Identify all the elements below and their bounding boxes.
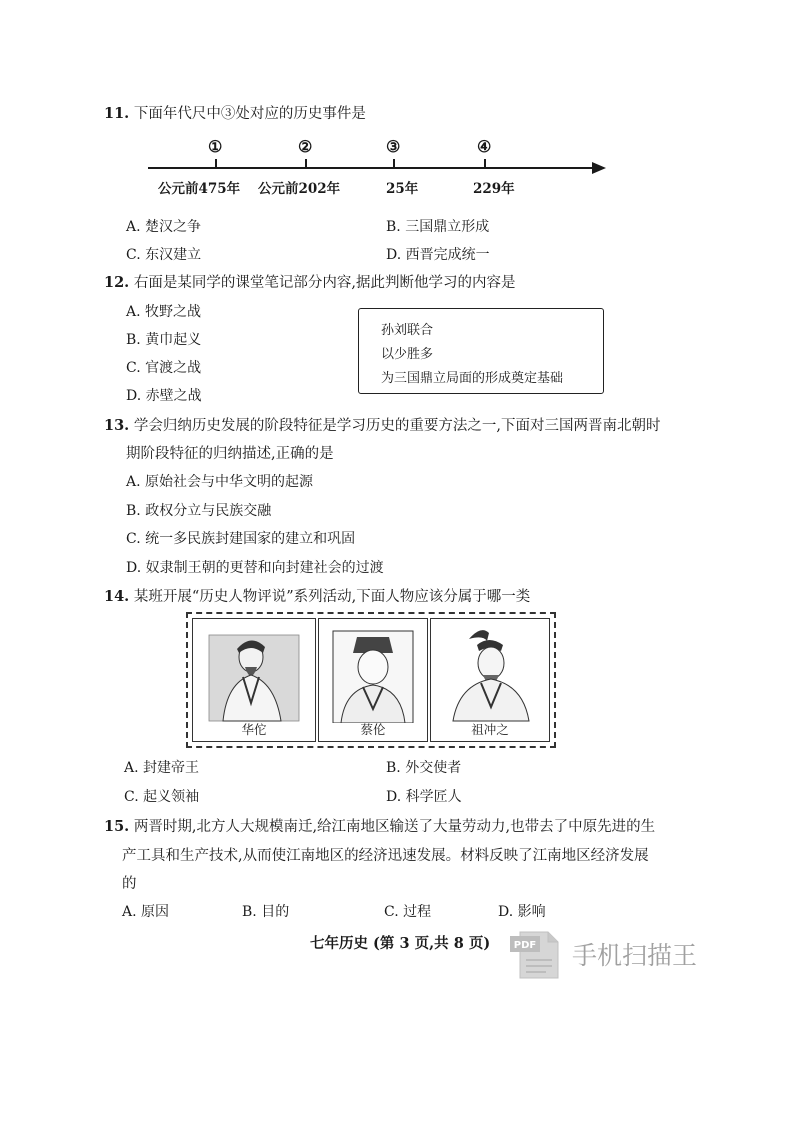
q13-option-d[interactable]: D. 奴隶制王朝的更替和向封建社会的过渡: [126, 560, 384, 576]
question-11-stem: [104, 104, 366, 124]
timeline-label-4: 229年: [473, 181, 515, 197]
portrait-panel-hua-tuo: [192, 618, 316, 742]
portrait-label-zu-chongzhi: 祖冲之: [471, 722, 509, 737]
portrait-frame: [186, 612, 556, 748]
question-15-stem-line-2: 产工具和生产技术,从而使江南地区的经济迅速发展。材料反映了江南地区经济发展: [122, 848, 649, 864]
question-text: 某班开展“历史人物评说”系列活动,下面人物应该分属于哪一类: [133, 589, 531, 605]
q15-option-c[interactable]: C. 过程: [384, 904, 432, 920]
question-number: 14.: [104, 588, 130, 605]
question-text-line-1: 两晋时期,北方人大规模南迁,给江南地区输送了大量劳动力,也带去了中原先进的生: [133, 819, 656, 835]
q11-option-c[interactable]: C. 东汉建立: [126, 247, 202, 263]
q12-option-c[interactable]: C. 官渡之战: [126, 360, 202, 376]
q12-option-b[interactable]: B. 黄巾起义: [126, 332, 202, 348]
q12-option-a[interactable]: A. 牧野之战: [126, 304, 202, 320]
watermark-text: 手机扫描王: [572, 941, 698, 970]
portrait-label-hua-tuo: 华佗: [241, 722, 267, 737]
q15-option-d[interactable]: D. 影响: [498, 904, 546, 920]
q11-option-b[interactable]: B. 三国鼎立形成: [386, 219, 490, 235]
pdf-file-icon: [510, 926, 566, 982]
q14-option-c[interactable]: C. 起义领袖: [124, 789, 200, 805]
timeline-label-3: 25年: [386, 181, 419, 197]
question-number: 12.: [104, 274, 130, 291]
q12-option-d[interactable]: D. 赤壁之战: [126, 388, 202, 404]
timeline-label-1: 公元前475年: [158, 181, 241, 197]
q15-option-a[interactable]: A. 原因: [122, 904, 170, 920]
q13-option-b[interactable]: B. 政权分立与民族交融: [126, 503, 272, 519]
page-footer: 七年历史 (第 3 页,共 8 页): [310, 935, 491, 952]
question-text-line-1: 学会归纳历史发展的阶段特征是学习历史的重要方法之一,下面对三国两晋南北朝时: [133, 418, 661, 434]
q15-option-b[interactable]: B. 目的: [242, 904, 290, 920]
question-13-stem-line-2: 期阶段特征的归纳描述,正确的是: [126, 446, 334, 462]
note-line-3: 为三国鼎立局面的形成奠定基础: [381, 371, 564, 386]
question-text: 下面年代尺中③处对应的历史事件是: [133, 106, 366, 122]
portrait-cai-lun-image: [319, 623, 427, 723]
question-text: 右面是某同学的课堂笔记部分内容,据此判断他学习的内容是: [133, 275, 516, 291]
timeline-mark-1: ①: [208, 137, 223, 156]
q14-option-b[interactable]: B. 外交使者: [386, 760, 462, 776]
scanner-watermark: [510, 926, 720, 982]
q14-option-a[interactable]: A. 封建帝王: [124, 760, 200, 776]
portrait-panel-cai-lun: [318, 618, 428, 742]
question-13-stem: [104, 416, 660, 436]
question-15-stem: [104, 817, 655, 837]
timeline-label-2: 公元前202年: [258, 181, 341, 197]
portrait-zu-chongzhi-image: [431, 623, 549, 723]
q13-option-c[interactable]: C. 统一多民族封建国家的建立和巩固: [126, 531, 356, 547]
class-note-box: [358, 308, 604, 394]
q11-option-d[interactable]: D. 西晋完成统一: [386, 247, 490, 263]
question-number: 11.: [104, 105, 130, 122]
question-12-stem: [104, 273, 515, 293]
q13-option-a[interactable]: A. 原始社会与中华文明的起源: [126, 474, 314, 490]
note-line-2: 以少胜多: [381, 347, 434, 362]
timeline-mark-4: ④: [477, 137, 492, 156]
question-15-stem-line-3: 的: [122, 876, 137, 892]
question-14-stem: [104, 587, 530, 607]
q11-option-a[interactable]: A. 楚汉之争: [126, 219, 202, 235]
question-number: 15.: [104, 818, 130, 835]
portrait-label-cai-lun: 蔡伦: [360, 722, 386, 737]
portrait-panel-zu-chongzhi: [430, 618, 550, 742]
portrait-hua-tuo-image: [193, 623, 315, 723]
pdf-badge-text: PDF: [513, 940, 537, 951]
timeline-mark-3: ③: [386, 137, 401, 156]
q14-option-d[interactable]: D. 科学匠人: [386, 789, 462, 805]
timeline: [140, 135, 610, 205]
timeline-mark-2: ②: [298, 137, 313, 156]
question-number: 13.: [104, 417, 130, 434]
note-line-1: 孙刘联合: [381, 323, 434, 338]
